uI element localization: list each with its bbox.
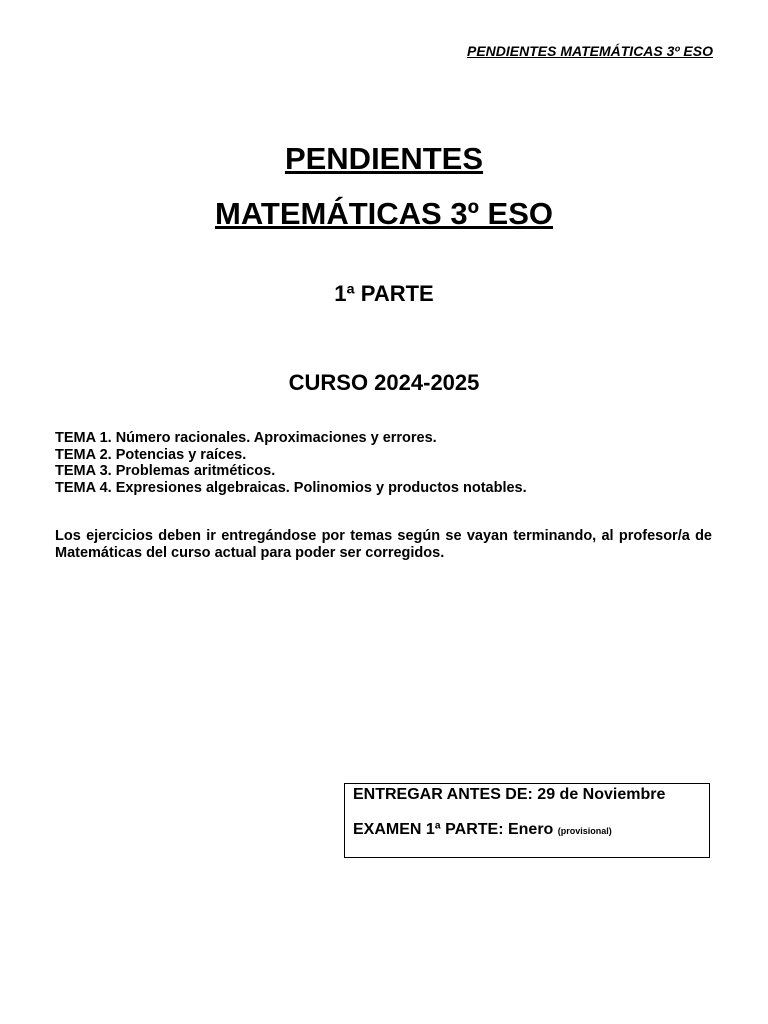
exam-provisional-note: (provisional) — [557, 826, 612, 836]
deadline-box — [344, 783, 710, 858]
document-title-line-2: MATEMÁTICAS 3º ESO — [215, 196, 553, 231]
exam-date-line — [353, 821, 612, 839]
instructions-paragraph: Los ejercicios deben ir entregándose por temas según se vayan terminando, al profesor/a de Matemáticas del curso actual para poder ser corregidos. — [55, 528, 712, 561]
course-heading: CURSO 2024-2025 — [288, 370, 480, 395]
delivery-deadline: ENTREGAR ANTES DE: 29 de Noviembre — [353, 786, 666, 803]
part-heading: 1ª PARTE — [334, 281, 434, 306]
topic-list — [55, 430, 715, 496]
topic-item-2: TEMA 2. Potencias y raíces. — [55, 446, 247, 463]
exam-date: EXAMEN 1ª PARTE: Enero — [353, 821, 554, 838]
topic-item-1: TEMA 1. Número racionales. Aproximaciones y errores. — [55, 430, 437, 446]
document-title-line-1: PENDIENTES — [284, 141, 484, 176]
topic-item-4: TEMA 4. Expresiones algebraicas. Polinomios y productos notables. — [55, 479, 527, 496]
page-header-title: PENDIENTES MATEMÁTICAS 3º ESO — [467, 43, 713, 59]
topic-item-3: TEMA 3. Problemas aritméticos. — [55, 463, 276, 479]
